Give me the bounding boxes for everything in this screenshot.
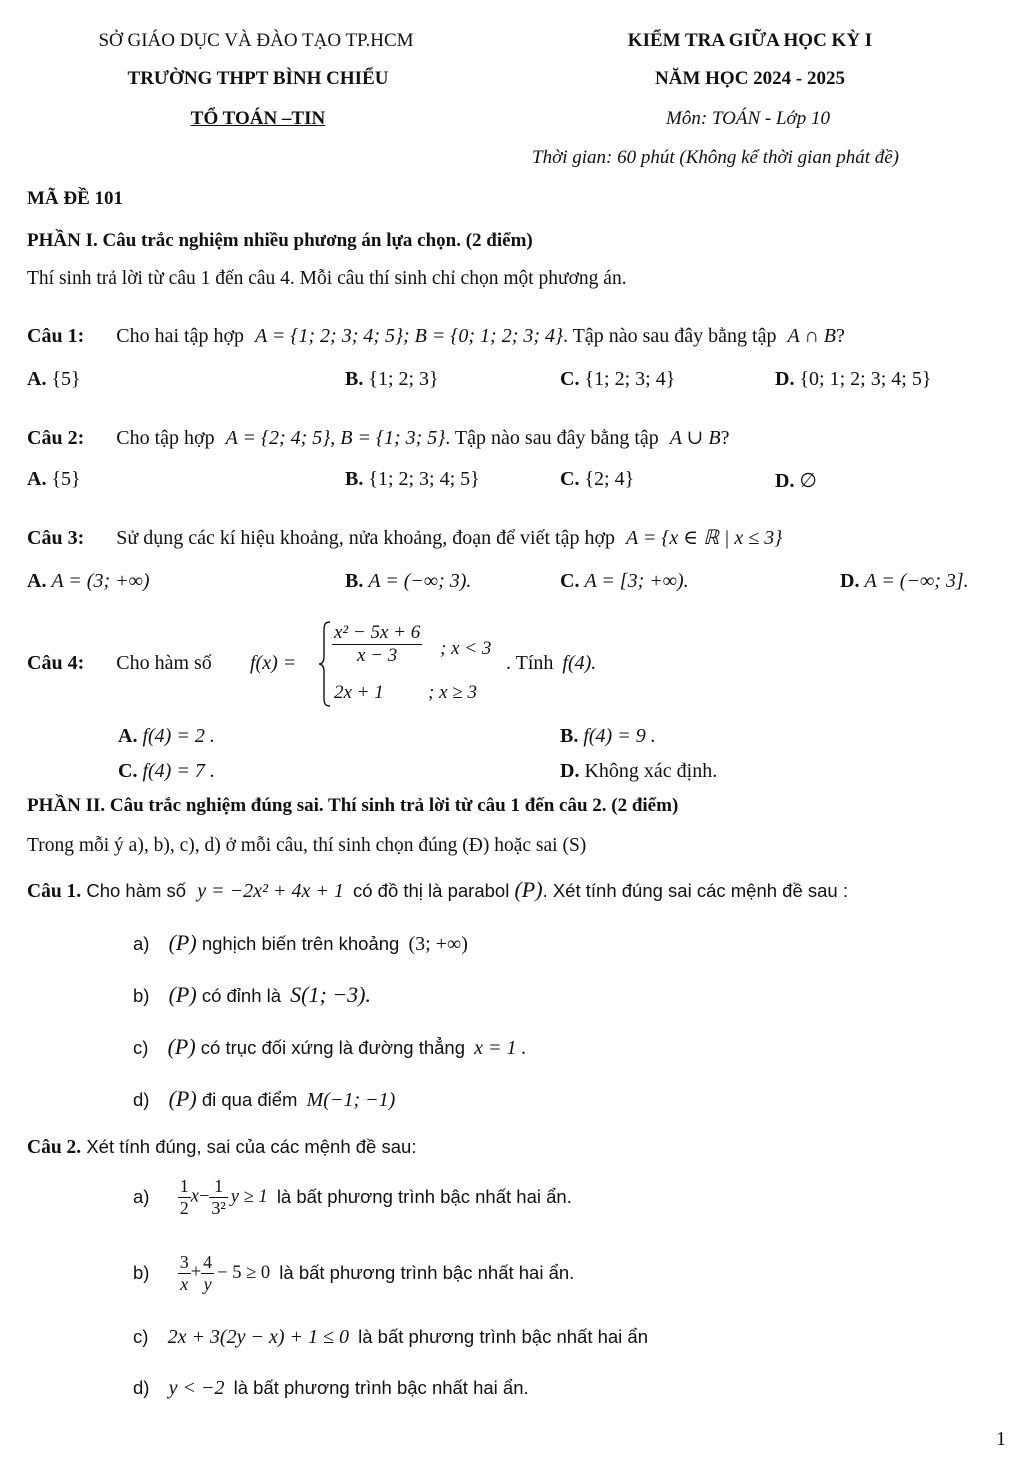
piece-1-denominator: x − 3 xyxy=(356,644,398,666)
item-math: M(−1; −1) xyxy=(306,1089,396,1111)
question-mark: ? xyxy=(720,427,730,449)
numerator: 4 xyxy=(203,1252,213,1272)
school-year: NĂM HỌC 2024 - 2025 xyxy=(655,68,845,89)
p2-q1-item-a[interactable] xyxy=(133,930,468,956)
numerator: 1 xyxy=(179,1176,189,1196)
function-name: f(x) = xyxy=(250,652,297,674)
question-text: Cho tập hợp xyxy=(116,427,215,449)
option-key: D. xyxy=(840,570,860,592)
option-key: C. xyxy=(560,368,580,390)
item-text: có đỉnh là xyxy=(201,985,282,1006)
set-definition: A = {1; 2; 3; 4; 5}; B = {0; 1; 2; 3; 4} xyxy=(255,325,564,347)
option-key: C. xyxy=(560,468,580,490)
item-math: y < −2 xyxy=(168,1377,225,1399)
question-3 xyxy=(27,525,782,550)
denominator: x xyxy=(180,1273,189,1294)
q4-option-d[interactable] xyxy=(560,760,717,783)
item-text: là bất phương trình bậc nhất hai ẩn. xyxy=(276,1186,572,1208)
left-brace-icon xyxy=(318,620,332,708)
question-2 xyxy=(27,425,730,450)
part1-title: PHẦN I. Câu trắc nghiệm nhiều phương án lựa chọn. (2 điểm) xyxy=(27,230,533,251)
item-key: d) xyxy=(133,1377,150,1398)
item-text: nghịch biến trên khoảng xyxy=(201,933,400,954)
department-name: SỞ GIÁO DỤC VÀ ĐÀO TẠO TP.HCM xyxy=(98,30,414,51)
question-text: . Tập nào sau đây bằng tập xyxy=(445,427,659,449)
item-math: 2x + 3(2y − x) + 1 ≤ 0 xyxy=(167,1326,349,1348)
q1-option-c[interactable] xyxy=(560,368,675,391)
option-value: ∅ xyxy=(799,470,817,492)
question-text: Cho hàm số xyxy=(116,652,212,674)
group-name: TỔ TOÁN –TIN xyxy=(190,108,326,129)
item-key: a) xyxy=(133,1186,150,1208)
question-text: . Tập nào sau đây bằng tập xyxy=(563,325,777,347)
item-key: d) xyxy=(133,1089,150,1110)
question-text: . Xét tính đúng sai các mệnh đề sau : xyxy=(542,880,849,901)
q1-option-a[interactable] xyxy=(27,368,81,391)
school-name: TRƯỜNG THPT BÌNH CHIỂU xyxy=(127,68,389,89)
set-builder: A = {x ∈ ℝ | x ≤ 3} xyxy=(626,527,783,549)
question-label: Câu 3: xyxy=(27,527,85,549)
q2-option-a[interactable] xyxy=(27,468,81,491)
function-value: f(4). xyxy=(562,652,597,674)
item-key: b) xyxy=(133,1262,150,1284)
option-value: f(4) = 2 . xyxy=(142,725,215,747)
item-text: là bất phương trình bậc nhất hai ẩn xyxy=(358,1326,649,1347)
question-text: Cho hai tập hợp xyxy=(116,325,245,347)
item-text: là bất phương trình bậc nhất hai ẩn. xyxy=(233,1377,529,1398)
function-equation: y = −2x² + 4x + 1 xyxy=(197,880,344,902)
option-key: D. xyxy=(560,760,580,782)
p2-q2-item-b[interactable]: b) $\frac{3}{x}$ + $\frac{4}{y}$ − 5 ≥ 0 là bất phương trình bậc nhất hai ẩn. xyxy=(133,1252,575,1294)
p2-q2-item-d[interactable] xyxy=(133,1377,529,1400)
piece-1-numerator: x² − 5x + 6 xyxy=(334,622,421,643)
denominator: 3² xyxy=(211,1197,226,1218)
item-key: c) xyxy=(133,1326,149,1347)
q4-option-b[interactable] xyxy=(560,725,656,748)
p2-question-1 xyxy=(27,877,848,903)
piece-1-condition: ; x < 3 xyxy=(440,638,492,659)
option-value: {1; 2; 3; 4} xyxy=(584,368,676,390)
q2-option-c[interactable] xyxy=(560,468,634,491)
option-value: A = (−∞; 3). xyxy=(368,570,472,592)
q3-option-c[interactable] xyxy=(560,570,689,593)
inequality-tail: − 5 ≥ 0 xyxy=(217,1262,271,1283)
q1-option-d[interactable] xyxy=(775,368,931,391)
option-value: A = (−∞; 3]. xyxy=(864,570,969,592)
q2-option-b[interactable] xyxy=(345,468,480,491)
question-label: Câu 2: xyxy=(27,427,85,449)
option-key: B. xyxy=(345,570,364,592)
item-key: b) xyxy=(133,985,150,1006)
p2-q1-item-d[interactable] xyxy=(133,1086,395,1112)
question-1 xyxy=(27,325,845,348)
fraction xyxy=(209,1176,227,1218)
item-text: đi qua điểm xyxy=(201,1089,298,1110)
denominator: y xyxy=(203,1273,212,1294)
p2-q1-item-b[interactable] xyxy=(133,982,371,1008)
option-key: B. xyxy=(345,468,364,490)
item-math: (P) xyxy=(168,1086,197,1111)
item-math: x = 1 . xyxy=(474,1037,527,1059)
set-expression: A ∪ B xyxy=(669,427,721,449)
exam-title: KIỂM TRA GIỮA HỌC KỲ I xyxy=(627,30,873,51)
item-math: S(1; −3). xyxy=(290,982,371,1007)
item-math: (3; +∞) xyxy=(408,933,468,955)
option-value: {2; 4} xyxy=(584,468,635,490)
fraction xyxy=(178,1252,191,1294)
exam-code: MÃ ĐỀ 101 xyxy=(27,188,124,209)
page-number: 1 xyxy=(996,1428,1006,1450)
numerator: 1 xyxy=(209,1176,227,1198)
question-label: Câu 1. xyxy=(27,881,82,902)
subject-line: Môn: TOÁN - Lớp 10 xyxy=(666,108,830,129)
question-label: Câu 4: xyxy=(27,652,85,674)
piece-2-expression: 2x + 1 xyxy=(334,682,384,703)
denominator: 2 xyxy=(179,1197,189,1218)
option-value: {1; 2; 3; 4; 5} xyxy=(368,468,480,490)
item-math: (P) xyxy=(168,930,197,955)
option-key: A. xyxy=(27,368,47,390)
q1-option-b[interactable] xyxy=(345,368,439,391)
option-key: B. xyxy=(560,725,579,747)
inequality-tail: y ≥ 1 xyxy=(230,1186,268,1207)
option-key: A. xyxy=(27,570,47,592)
question-text: Sử dụng các kí hiệu khoảng, nửa khoảng, đoạn để viết tập hợp xyxy=(116,527,616,549)
p2-q2-item-c[interactable] xyxy=(133,1326,648,1349)
option-key: A. xyxy=(118,725,138,747)
p2-q1-item-c[interactable] xyxy=(133,1034,527,1060)
q4-option-a[interactable] xyxy=(118,725,215,748)
question-label: Câu 2. xyxy=(27,1137,82,1158)
option-value: Không xác định. xyxy=(584,760,718,782)
piece-2-condition: ; x ≥ 3 xyxy=(428,682,477,703)
parabola-name: (P) xyxy=(514,877,543,902)
part2-title: PHẦN II. Câu trắc nghiệm đúng sai. Thí sinh trả lời từ câu 1 đến câu 2. (2 điểm) xyxy=(27,795,679,816)
option-key: A. xyxy=(27,468,47,490)
piecewise-brace xyxy=(318,620,332,708)
option-key: D. xyxy=(775,470,795,492)
option-key: C. xyxy=(118,760,138,782)
option-value: {5} xyxy=(51,368,81,390)
question-4-tail xyxy=(506,652,596,675)
part1-instruction: Thí sinh trả lời từ câu 1 đến câu 4. Mỗi câu thí sinh chỉ chọn một phương án. xyxy=(27,268,627,289)
item-math: (P) xyxy=(168,982,197,1007)
fraction xyxy=(201,1252,214,1294)
question-mark: ? xyxy=(836,325,845,347)
set-definition: A = {2; 4; 5}, B = {1; 3; 5} xyxy=(225,427,446,449)
option-key: D. xyxy=(775,368,795,390)
q2-option-d[interactable] xyxy=(775,468,817,493)
question-text: có đồ thị là parabol xyxy=(352,880,510,901)
option-value: {1; 2; 3} xyxy=(368,368,439,390)
part2-instruction: Trong mỗi ý a), b), c), d) ở mỗi câu, thí sinh chọn đúng (Đ) hoặc sai (S) xyxy=(27,835,587,856)
item-text: có trục đối xứng là đường thẳng xyxy=(200,1037,465,1058)
question-4-label-line xyxy=(27,652,212,675)
item-math: (P) xyxy=(167,1034,196,1059)
item-text: là bất phương trình bậc nhất hai ẩn. xyxy=(279,1262,575,1284)
q3-option-d[interactable] xyxy=(840,570,969,593)
option-value: {5} xyxy=(51,468,81,490)
fraction xyxy=(178,1176,191,1218)
question-label: Câu 1: xyxy=(27,325,85,347)
piece-1-fraction xyxy=(332,622,422,667)
p2-question-2 xyxy=(27,1136,416,1159)
option-value: A = (3; +∞) xyxy=(51,570,150,592)
time-line: Thời gian: 60 phút (Không kể thời gian phát đề) xyxy=(532,147,900,168)
q3-option-a[interactable] xyxy=(27,570,150,593)
option-key: B. xyxy=(345,368,364,390)
numerator: 3 xyxy=(179,1252,189,1272)
item-key: c) xyxy=(133,1037,149,1058)
option-value: A = [3; +∞). xyxy=(584,570,689,592)
option-value: f(4) = 7 . xyxy=(142,760,215,782)
question-text: . Tính xyxy=(506,652,554,674)
set-expression: A ∩ B xyxy=(787,325,837,347)
q3-option-b[interactable] xyxy=(345,570,471,593)
question-text: Cho hàm số xyxy=(86,880,187,901)
option-key: C. xyxy=(560,570,580,592)
question-text: Xét tính đúng, sai của các mệnh đề sau: xyxy=(86,1136,417,1157)
item-key: a) xyxy=(133,933,150,954)
p2-q2-item-a[interactable]: a) $\frac{1}{2}$ x− $\frac{1}{\text{3²}}$ y ≥ 1 là bất phương trình bậc nhất hai ẩn. xyxy=(133,1176,572,1218)
q4-option-c[interactable] xyxy=(118,760,215,783)
option-value: f(4) = 9 . xyxy=(583,725,656,747)
option-value: {0; 1; 2; 3; 4; 5} xyxy=(799,368,932,390)
